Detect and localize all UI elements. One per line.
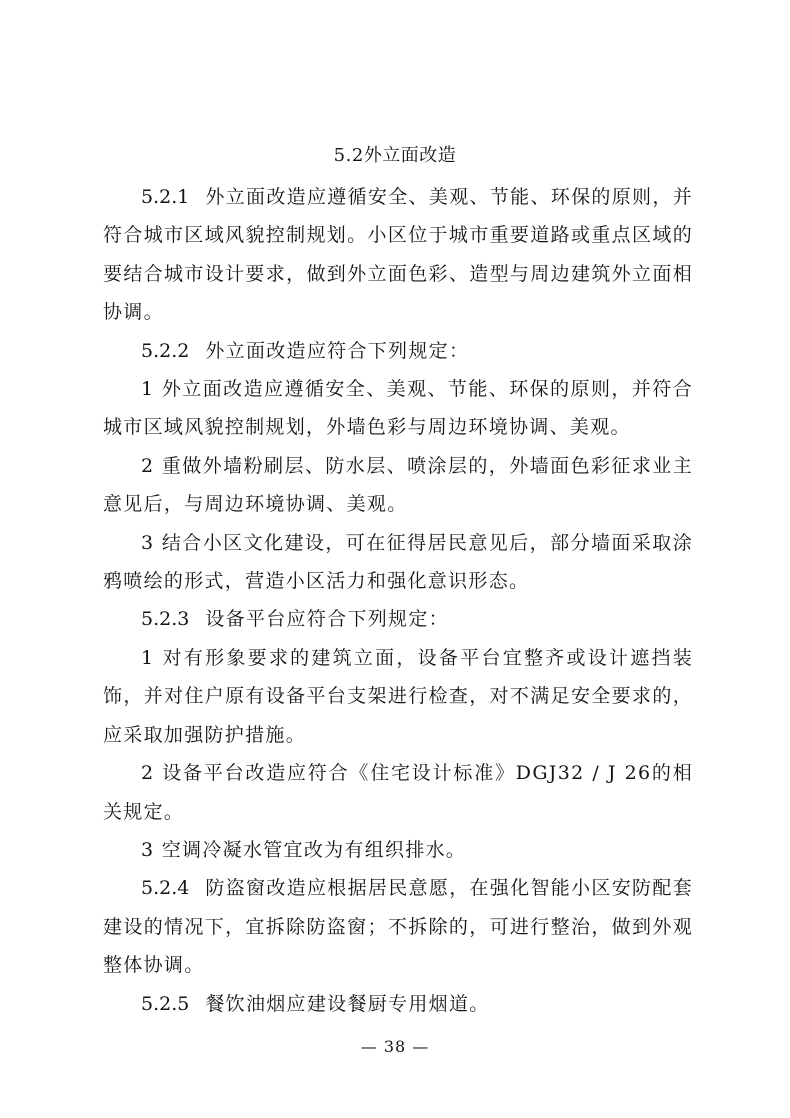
clause-text: 餐饮油烟应建设餐厨专用烟道。 xyxy=(205,992,490,1015)
clause-number: 5.2.2 xyxy=(141,339,190,362)
clause-text: 设备平台应符合下列规定： xyxy=(205,608,449,631)
item-text: 2 设备平台改造应符合《住宅设计标准》DGJ32 / J 26的相关规定。 xyxy=(103,762,693,823)
clause-5-2-5 xyxy=(103,985,693,1023)
item-text: 3 结合小区文化建设，可在征得居民意见后，部分墙面采取涂鸦喷绘的形式，营造小区活力和强化意识形态。 xyxy=(103,531,693,593)
clause-number: 5.2.4 xyxy=(141,877,190,900)
page-number: — 38 — xyxy=(360,1037,430,1056)
clause-5-2-3 xyxy=(103,600,693,638)
clause-number: 5.2.1 xyxy=(141,186,190,208)
item-5-2-2-1 xyxy=(103,370,693,447)
item-text: 2 重做外墙粉刷层、防水层、喷涂层的，外墙面色彩征求业主意见后，与周边环境协调、美观。 xyxy=(103,454,693,516)
clause-5-2-4 xyxy=(103,869,693,984)
item-text: 3 空调冷凝水管宜改为有组织排水。 xyxy=(141,838,467,861)
item-5-2-3-2 xyxy=(103,754,693,831)
clause-number: 5.2.5 xyxy=(141,992,190,1015)
item-5-2-2-2 xyxy=(103,447,693,524)
item-5-2-2-3 xyxy=(103,524,693,601)
item-5-2-3-3 xyxy=(103,831,693,869)
section-title: 5.2外立面改造 xyxy=(333,145,457,166)
clause-text: 防盗窗改造应根据居民意愿，在强化智能小区安防配套建设的情况下，宜拆除防盗窗；不拆除的，可进行整治，做到外观整体协调。 xyxy=(103,877,693,977)
clause-5-2-1 xyxy=(103,178,693,332)
item-text: 1 对有形象要求的建筑立面，设备平台宜整齐或设计遮挡装饰，并对住户原有设备平台支架进行检查，对不满足安全要求的，应采取加强防护措施。 xyxy=(103,646,693,746)
clause-text: 外立面改造应遵循安全、美观、节能、环保的原则，并符合城市区域风貌控制规划。小区位于城市重要道路或重点区域的要结合城市设计要求，做到外立面色彩、造型与周边建筑外立面相协调。 xyxy=(103,186,693,324)
section-body xyxy=(103,178,693,1023)
clause-number: 5.2.3 xyxy=(141,608,190,631)
clause-5-2-2 xyxy=(103,332,693,370)
item-text: 1 外立面改造应遵循安全、美观、节能、环保的原则，并符合城市区域风貌控制规划，外墙色彩与周边环境协调、美观。 xyxy=(103,378,693,439)
item-5-2-3-1 xyxy=(103,639,693,754)
clause-text: 外立面改造应符合下列规定： xyxy=(205,339,470,362)
